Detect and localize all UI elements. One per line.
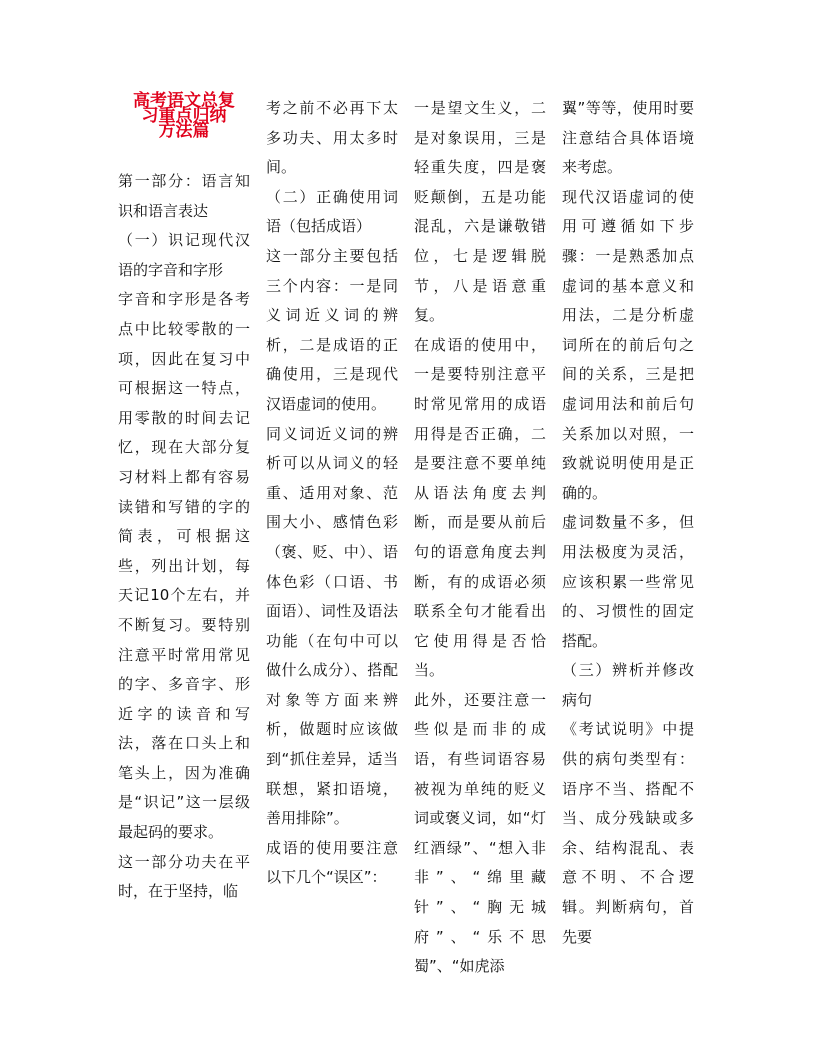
title-line-1: 高考语文总复: [133, 91, 235, 111]
paragraph: 在成语的使用中，一是要特别注意平时常见常用的成语用得是否正确，二是要注意不要单纯从语法角度去判断，而是要从前后句的语意角度去判断，有的成语必须联系全句才能看出它使用得是否恰当。: [414, 335, 546, 680]
text-column-3: [414, 94, 546, 982]
subsection-heading: （三）辨析并修改病句: [562, 661, 694, 709]
paragraph: 此外，还要注意一些似是而非的成语，有些词语容易被视为单纯的贬义词或褒义词，如“灯红酒绿”、“想入非非”、“绵里藏针”、“胸无城府”、“乐不思蜀”、“如虎添: [414, 690, 546, 976]
title-line-2: 习重点归纳: [141, 106, 227, 126]
paragraph: 同义词近义词的辨析可以从词义的轻重、适用对象、范围大小、感情色彩（褒、贬、中）、语体色彩（口语、书面语）、词性及语法功能（在句中可以做什么成分）、搭配对象等方面来辨析，做题时应该做到“抓住差异，适当联想，紧扣语境，善用排除”。: [266, 424, 398, 828]
paragraph: 这一部分功夫在平时，在于坚持，临: [118, 852, 250, 901]
paragraph: 字音和字形是各考点中比较零散的一项，因此在复习中可根据这一特点，用零散的时间去记忆，现在大部分复习材料上都有容易读错和写错的字的简表，可根据这些，列出计划，每天记10个左右，并不断复习。要特别注意平时常用常见的字、多音字、形近字的读音和写法，落在口头上和笔头上，因为准确是“识记”这一层级最起码的要求。: [118, 290, 250, 842]
text-column-2: [266, 94, 398, 893]
paragraph: 这一部分主要包括三个内容：一是同义词近义词的辨析，二是成语的正确使用，三是现代汉语虚词的使用。: [266, 246, 398, 413]
paragraph: 现代汉语虚词的使用可遵循如下步骤：一是熟悉加点虚词的基本意义和用法，二是分析虚词所在的前后句之间的关系，三是把虚词用法和前后句关系加以对照，一致就说明使用是正确的。: [562, 187, 694, 502]
subsection-heading: （二）正确使用词语（包括成语）: [266, 187, 398, 236]
text-column-4: [562, 94, 694, 952]
title-line-3: 方法篇: [158, 121, 210, 141]
section-heading: 第一部分：语言知识和语言表达: [118, 172, 250, 220]
paragraph: 虚词数量不多，但用法极度为灵活，应该积累一些常见的、习惯性的固定搭配。: [562, 513, 694, 650]
paragraph: 一是望文生义，二是对象误用，三是轻重失度，四是褒贬颠倒，五是功能混乱，六是谦敬错位，七是逻辑脱节，八是语意重复。: [414, 99, 546, 325]
paragraph: 考之前不必再下太多功夫、用太多时间。: [266, 99, 398, 177]
subsection-heading: （一）识记现代汉语的字音和字形: [118, 231, 250, 279]
text-column-1: [118, 91, 250, 907]
paragraph: 翼”等等，使用时要注意结合具体语境来考虑。: [562, 99, 694, 177]
paragraph: 《考试说明》中提供的病句类型有：语序不当、搭配不当、成分残缺或多余、结构混乱、表意不明、不合逻辑。判断病句，首先要: [562, 720, 694, 946]
paragraph: 成语的使用要注意以下几个“误区”：: [266, 838, 398, 887]
document-title: [118, 91, 250, 141]
